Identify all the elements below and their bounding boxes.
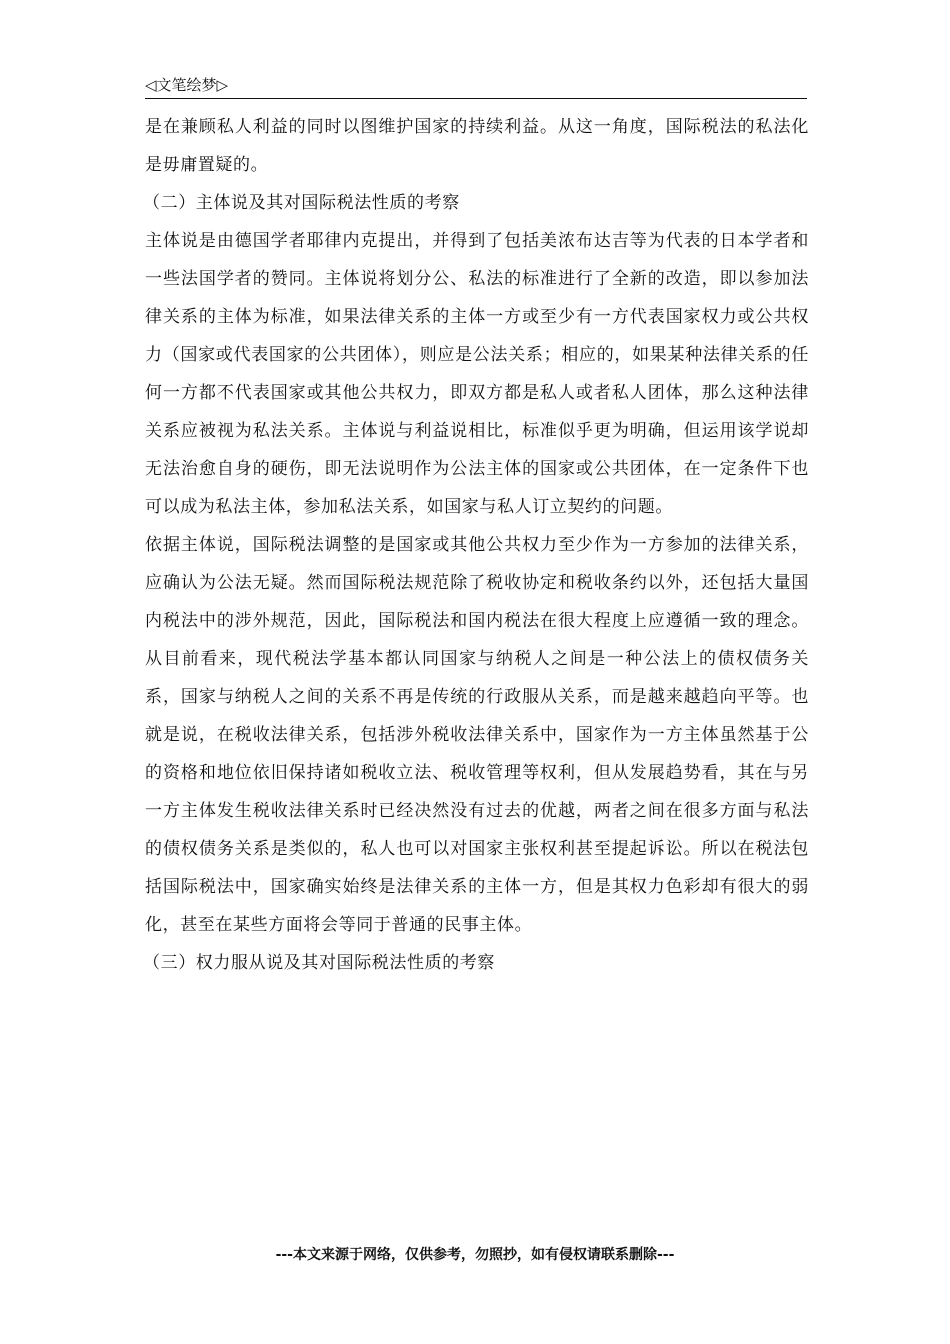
- document-body: [145, 108, 809, 982]
- section-heading-2: （二）主体说及其对国际税法性质的考察: [143, 193, 460, 213]
- paragraph-continuation: 是在兼顾私人利益的同时以图维护国家的持续利益。从这一角度，国际税法的私法化是毋庸置疑的。: [145, 117, 809, 175]
- section-heading-3: （三）权力服从说及其对国际税法性质的考察: [143, 953, 495, 973]
- page-header: [145, 74, 807, 99]
- header-title: ◁文笔绘梦▷: [145, 76, 229, 94]
- footer-notice: ---本文来源于网络，仅供参考，勿照抄，如有侵权请联系删除---: [275, 1247, 675, 1263]
- paragraph-subject-theory: 主体说是由德国学者耶律内克提出，并得到了包括美浓布达吉等为代表的日本学者和一些法国学者的赞同。主体说将划分公、私法的标准进行了全新的改造，即以参加法律关系的主体为标准，如果法律关系的主体一方或至少有一方代表国家权力或公共权力（国家或代表国家的公共团体），则应是公法关系；相应的，如果某种法律关系的任何一方都不代表国家或其他公共权力，即双方都是私人或者私人团体，那么这种法律关系应被视为私法关系。主体说与利益说相比，标准似乎更为明确，但运用该学说却无法治愈自身的硬伤，即无法说明作为公法主体的国家或公共团体，在一定条件下也可以成为私法主体，参加私法关系，如国家与私人订立契约的问题。: [145, 231, 809, 517]
- paragraph-subject-theory-analysis: 依据主体说，国际税法调整的是国家或其他公共权力至少作为一方参加的法律关系，应确认为公法无疑。然而国际税法规范除了税收协定和税收条约以外，还包括大量国内税法中的涉外规范，因此，国际税法和国内税法在很大程度上应遵循一致的理念。从目前看来，现代税法学基本都认同国家与纳税人之间是一种公法上的债权债务关系，国家与纳税人之间的关系不再是传统的行政服从关系，而是越来越趋向平等。也就是说，在税收法律关系，包括涉外税收法律关系中，国家作为一方主体虽然基于公的资格和地位依旧保持诸如税收立法、税收管理等权利，但从发展趋势看，其在与另一方主体发生税收法律关系时已经决然没有过去的优越，两者之间在很多方面与私法的债权债务关系是类似的，私人也可以对国家主张权利甚至提起诉讼。所以在税法包括国际税法中，国家确实始终是法律关系的主体一方，但是其权力色彩却有很大的弱化，甚至在某些方面将会等同于普通的民事主体。: [145, 535, 809, 935]
